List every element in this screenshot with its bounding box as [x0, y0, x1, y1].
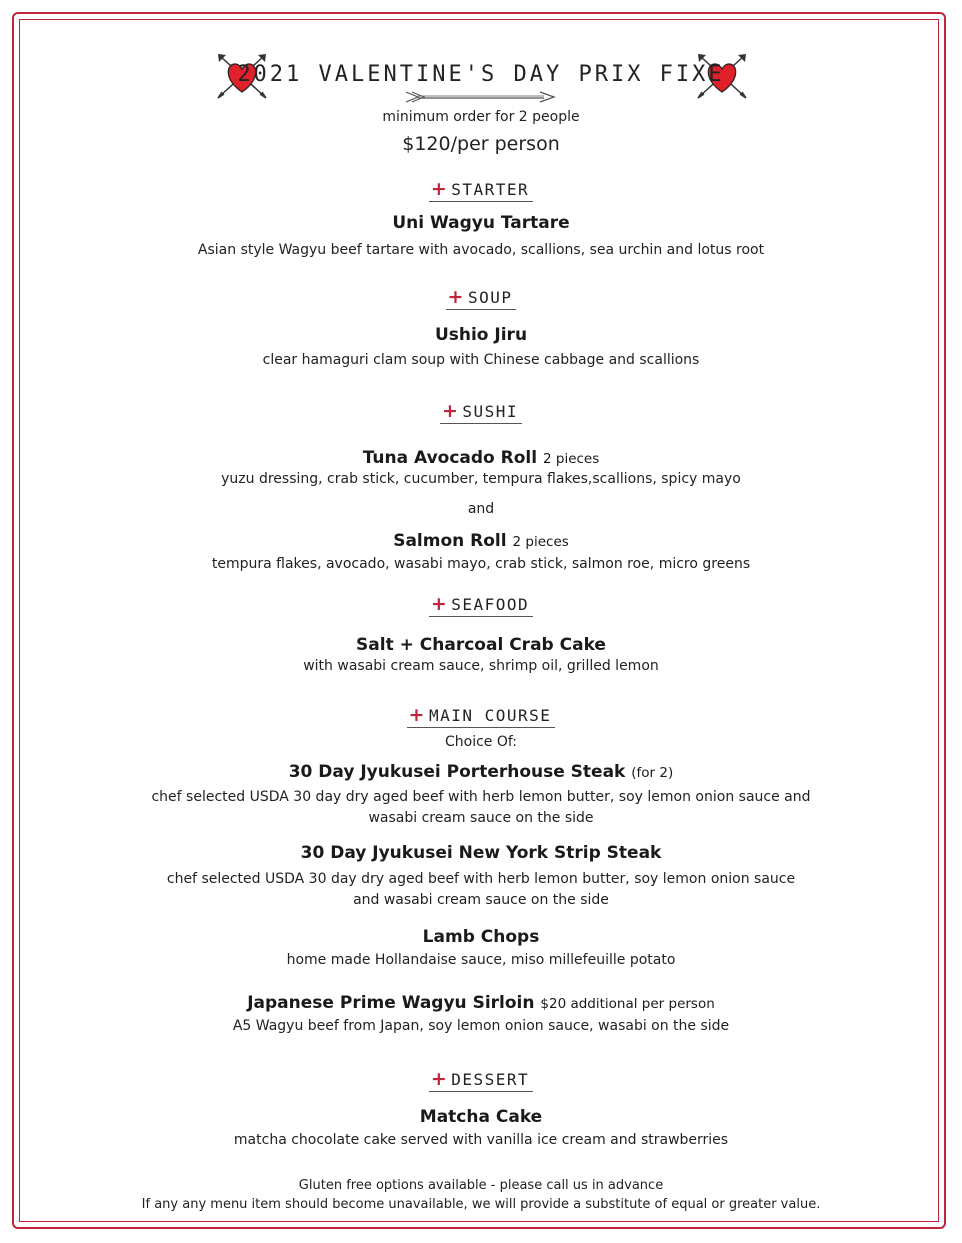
arrow-icon: [404, 90, 558, 106]
dish-description: matcha chocolate cake served with vanilla ice cream and strawberries: [233, 1132, 729, 1148]
dish-name: Salmon Roll 2 pieces: [393, 531, 569, 551]
dish-name: Japanese Prime Wagyu Sirloin $20 additional per person: [247, 993, 715, 1013]
dish-name: Matcha Cake: [419, 1107, 543, 1127]
plus-icon: +: [430, 1068, 449, 1090]
dish-name: 30 Day Jyukusei New York Strip Steak: [300, 843, 662, 863]
dish-description: with wasabi cream sauce, shrimp oil, grilled lemon: [303, 658, 659, 674]
dish-description: clear hamaguri clam soup with Chinese cabbage and scallions: [262, 352, 700, 368]
dish-name: Salt + Charcoal Crab Cake: [356, 635, 606, 655]
dish-name: 30 Day Jyukusei Porterhouse Steak (for 2): [288, 762, 674, 782]
connector-text: and: [467, 501, 495, 517]
dish-description: tempura flakes, avocado, wasabi mayo, crab stick, salmon roe, micro greens: [211, 556, 751, 572]
plus-icon: +: [430, 593, 449, 615]
dish-description: and wasabi cream sauce on the side: [353, 892, 609, 908]
plus-icon: +: [408, 704, 426, 726]
section-starter: + STARTER: [0, 178, 962, 202]
plus-icon: +: [447, 286, 465, 308]
dish-description: Asian style Wagyu beef tartare with avocado, scallions, sea urchin and lotus root: [197, 242, 765, 258]
minimum-order: minimum order for 2 people: [382, 109, 580, 125]
dish-description: chef selected USDA 30 day dry aged beef with herb lemon butter, soy lemon onion sauce and: [151, 789, 811, 805]
section-sushi: + SUSHI: [0, 400, 962, 424]
section-soup: + SOUP: [0, 286, 962, 310]
dish-description: wasabi cream sauce on the side: [368, 810, 594, 826]
menu-title: 2021 VALENTINE'S DAY PRIX FIXE: [237, 62, 725, 87]
footer-note: Gluten free options available - please call us in advance: [298, 1178, 664, 1193]
footer-disclaimer: If any any menu item should become unavailable, we will provide a substitute of equal or greater value.: [141, 1197, 821, 1212]
dish-name: Uni Wagyu Tartare: [392, 213, 570, 233]
dish-description: yuzu dressing, crab stick, cucumber, tempura flakes,scallions, spicy mayo: [221, 471, 741, 487]
dish-description: home made Hollandaise sauce, miso millefeuille potato: [286, 952, 676, 968]
plus-icon: +: [441, 400, 460, 422]
section-dessert: + DESSERT: [0, 1068, 962, 1092]
dish-description: chef selected USDA 30 day dry aged beef with herb lemon butter, soy lemon onion sauce: [166, 871, 796, 887]
section-seafood: + SEAFOOD: [0, 593, 962, 617]
section-main-course: + MAIN COURSE: [0, 704, 962, 728]
choice-label: Choice Of:: [444, 734, 518, 750]
price: $120/per person: [402, 133, 560, 155]
dish-description: A5 Wagyu beef from Japan, soy lemon onion sauce, wasabi on the side: [232, 1018, 730, 1034]
plus-icon: +: [430, 178, 449, 200]
dish-name: Tuna Avocado Roll 2 pieces: [362, 448, 600, 468]
dish-name: Lamb Chops: [422, 927, 540, 947]
dish-name: Ushio Jiru: [434, 325, 528, 345]
